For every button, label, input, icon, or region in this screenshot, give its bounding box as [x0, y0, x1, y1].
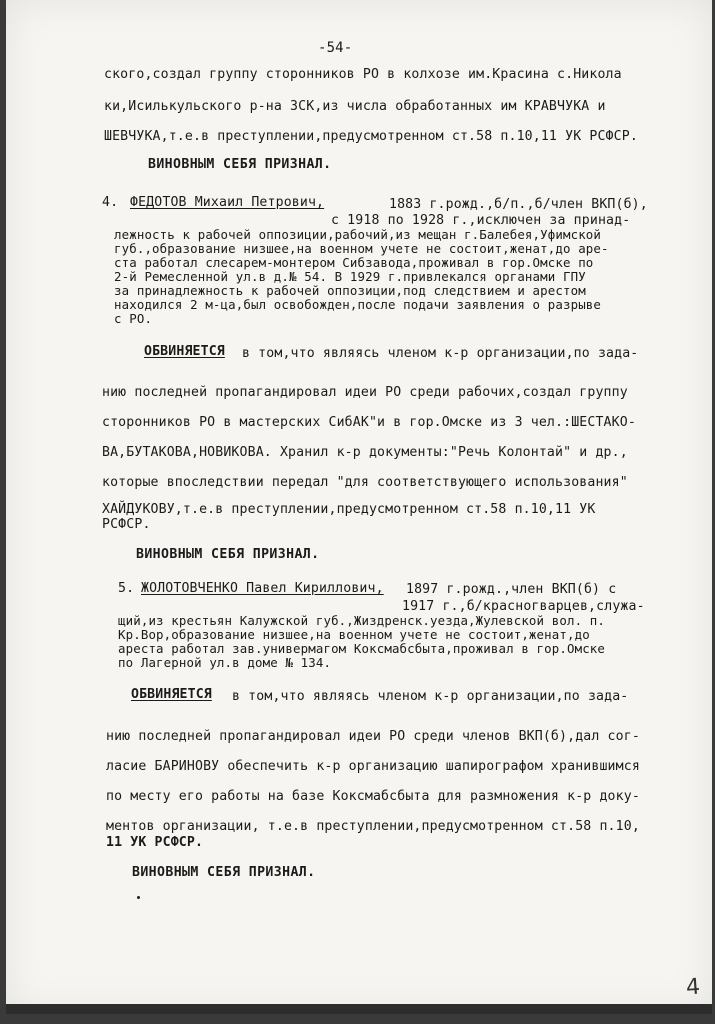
charge-line: РСФСР. [102, 517, 151, 532]
entry-bio-line: 1917 г.,б/красногварцев,служа- [402, 599, 645, 614]
entry-bio-line: по Лагерной ул.в доме № 134. [118, 655, 332, 670]
ink-dot [137, 896, 140, 899]
page-number: -54- [318, 40, 353, 56]
entry-name: ФЕДОТОВ Михаил Петрович, [130, 195, 325, 210]
entry-bio-line: с 1918 по 1928 г.,исключен за принад- [331, 213, 631, 228]
entry-verdict: ВИНОВНЫМ СЕБЯ ПРИЗНАЛ. [136, 547, 320, 562]
charge-line: 11 УК РСФСР. [106, 835, 204, 850]
charge-line: ХАЙДУКОВУ,т.е.в преступлении,предусмотренном ст.58 п.10,11 УК [102, 502, 596, 517]
intro-line: ского,создал группу сторонников РО в колхозе им.Красина с.Никола [104, 67, 622, 82]
charge-line: ласие БАРИНОВУ обеспечить к-р организацию шапирографом хранившимся [106, 759, 640, 774]
entry-bio-line: ста работал слесарем-монтером Сибзавода,проживал в гор.Омске по [114, 255, 594, 270]
entry-number: 5. [118, 581, 135, 596]
charge-line: нию последней пропагандировал идеи РО среди членов ВКП(б),дал сог- [106, 729, 640, 744]
intro-line: ки,Исилькульского р-на ЗСК,из числа обработанных им КРАВЧУКА и [104, 99, 606, 114]
entry-bio-line: с РО. [114, 311, 153, 326]
entry-bio-line: ареста работал зав.универмагом Коксмабсбыта,проживал в гор.Омске [118, 641, 606, 656]
charge-line: которые впоследствии передал "для соответствующего использования" [102, 475, 628, 490]
entry-bio-line: губ.,образование низшее,на военном учете не состоит,женат,до аре- [114, 241, 609, 256]
entry-number: 4. [102, 195, 119, 210]
entry-bio-line: за принадлежность к рабочей оппозиции,под следствием и арестом [114, 283, 586, 298]
charge-line: ВА,БУТАКОВА,НОВИКОВА. Хранил к-р документы:"Речь Колонтай" и др., [102, 445, 628, 460]
intro-verdict: ВИНОВНЫМ СЕБЯ ПРИЗНАЛ. [148, 157, 332, 172]
document-page [6, 0, 712, 1014]
charge-label: ОБВИНЯЕТСЯ [144, 344, 225, 359]
charge-line: нию последней пропагандировал идеи РО среди рабочих,создал группу [102, 385, 628, 400]
entry-verdict: ВИНОВНЫМ СЕБЯ ПРИЗНАЛ. [132, 865, 316, 880]
intro-line: ШЕВЧУКА,т.е.в преступлении,предусмотренном ст.58 п.10,11 УК РСФСР. [104, 129, 638, 144]
entry-bio-line: щий,из крестьян Калужской губ.,Жиздренск.уезда,Жулевской вол. п. [118, 613, 606, 628]
entry-bio-line: 1883 г.рожд.,б/п.,б/член ВКП(б), [389, 197, 648, 212]
entry-bio-line: 2-й Ремесленной ул.в д.№ 54. В 1929 г.привлекался органами ГПУ [114, 269, 586, 284]
charge-line: по месту его работы на базе Коксмабсбыта для размножения к-р доку- [106, 789, 640, 804]
scan-edge [6, 1004, 712, 1014]
charge-label: ОБВИНЯЕТСЯ [131, 687, 212, 702]
charge-line: в том,что являясь членом к-р организации,по зада- [242, 346, 639, 361]
entry-name: ЖОЛОТОВЧЕНКО Павел Кириллович, [141, 581, 384, 596]
entry-bio-line: находился 2 м-ца,был освобожден,после подачи заявления о разрыве [114, 297, 602, 312]
entry-bio-line: лежность к рабочей оппозиции,рабочий,из мещан г.Балебея,Уфимской [114, 227, 602, 242]
handwritten-margin-mark: 4 [685, 974, 701, 1001]
charge-line: сторонников РО в мастерских СибАК"и в гор.Омске из 3 чел.:ШЕСТАКО- [102, 415, 636, 430]
entry-bio-line: 1897 г.рожд.,член ВКП(б) с [406, 582, 617, 597]
charge-line: ментов организации, т.е.в преступлении,предусмотренном ст.58 п.10, [106, 819, 640, 834]
entry-bio-line: Кр.Вор,образование низшее,на военном учете не состоит,женат,до [118, 627, 590, 642]
charge-line: в том,что являясь членом к-р организации,по зада- [232, 689, 629, 704]
